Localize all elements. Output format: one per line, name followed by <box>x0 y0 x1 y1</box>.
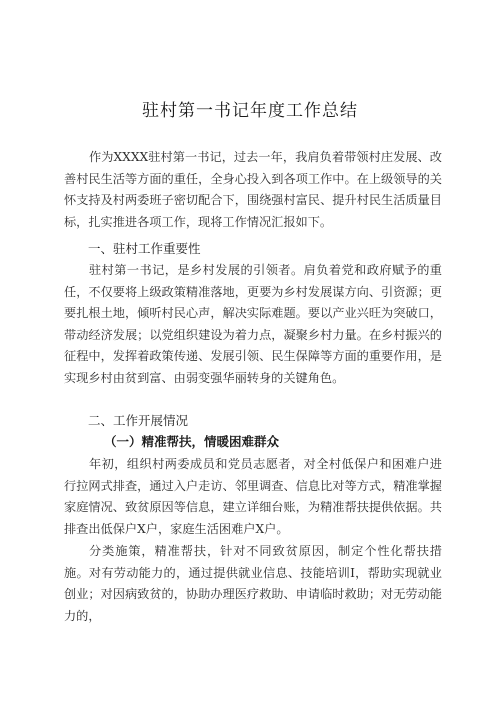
targeted-aid-paragraph-1: 年初，组织村两委成员和党员志愿者，对全村低保户和困难户进行拉网式排查，通过入户走访、邻里调查、信息比对等方式，精准掌握家庭情况、致贫原因等信息，建立详细台账，为精准帮扶提供依据。共排查出低保户X户，家庭生活困难户X户。 <box>64 457 442 536</box>
section-heading-importance: 一、驻村工作重要性 <box>88 241 201 256</box>
intro-paragraph: 作为XXXX驻村第一书记，过去一年，我肩负着带领村庄发展、改善村民生活等方面的重任，全身心投入到各项工作中。在上级领导的关怀支持及村两委班子密切配合下，围绕强村富民、提升村民生活质量目标，扎实推进各项工作，现将工作情况汇报如下。 <box>64 150 442 229</box>
importance-paragraph: 驻村第一书记，是乡村发展的引领者。肩负着党和政府赋予的重任，不仅要将上级政策精准落地，更要为乡村发展谋方向、引资源；更要扎根土地，倾听村民心声，解决实际难题。要以产业兴旺为突破口，带动经济发展；以党组织建设为着力点，凝聚乡村力量。在乡村振兴的征程中，发挥着政策传递、发展引领、民生保障等方面的重要作用，是实现乡村由贫到富、由弱变强华丽转身的关键角色。 <box>64 263 442 385</box>
section-heading-work: 二、工作开展情况 <box>88 413 189 428</box>
subsection-heading-targeted-aid: （一）精准帮扶，情暖困难群众 <box>104 434 280 449</box>
document-title: 驻村第一书记年度工作总结 <box>142 101 358 121</box>
targeted-aid-paragraph-2: 分类施策，精准帮扶，针对不同致贫原因，制定个性化帮扶措施。对有劳动能力的，通过提供就业信息、技能培训I，帮助实现就业创业；对因病致贫的，协助办理医疗救助、申请临时救助；对无劳动能力的， <box>64 544 442 623</box>
